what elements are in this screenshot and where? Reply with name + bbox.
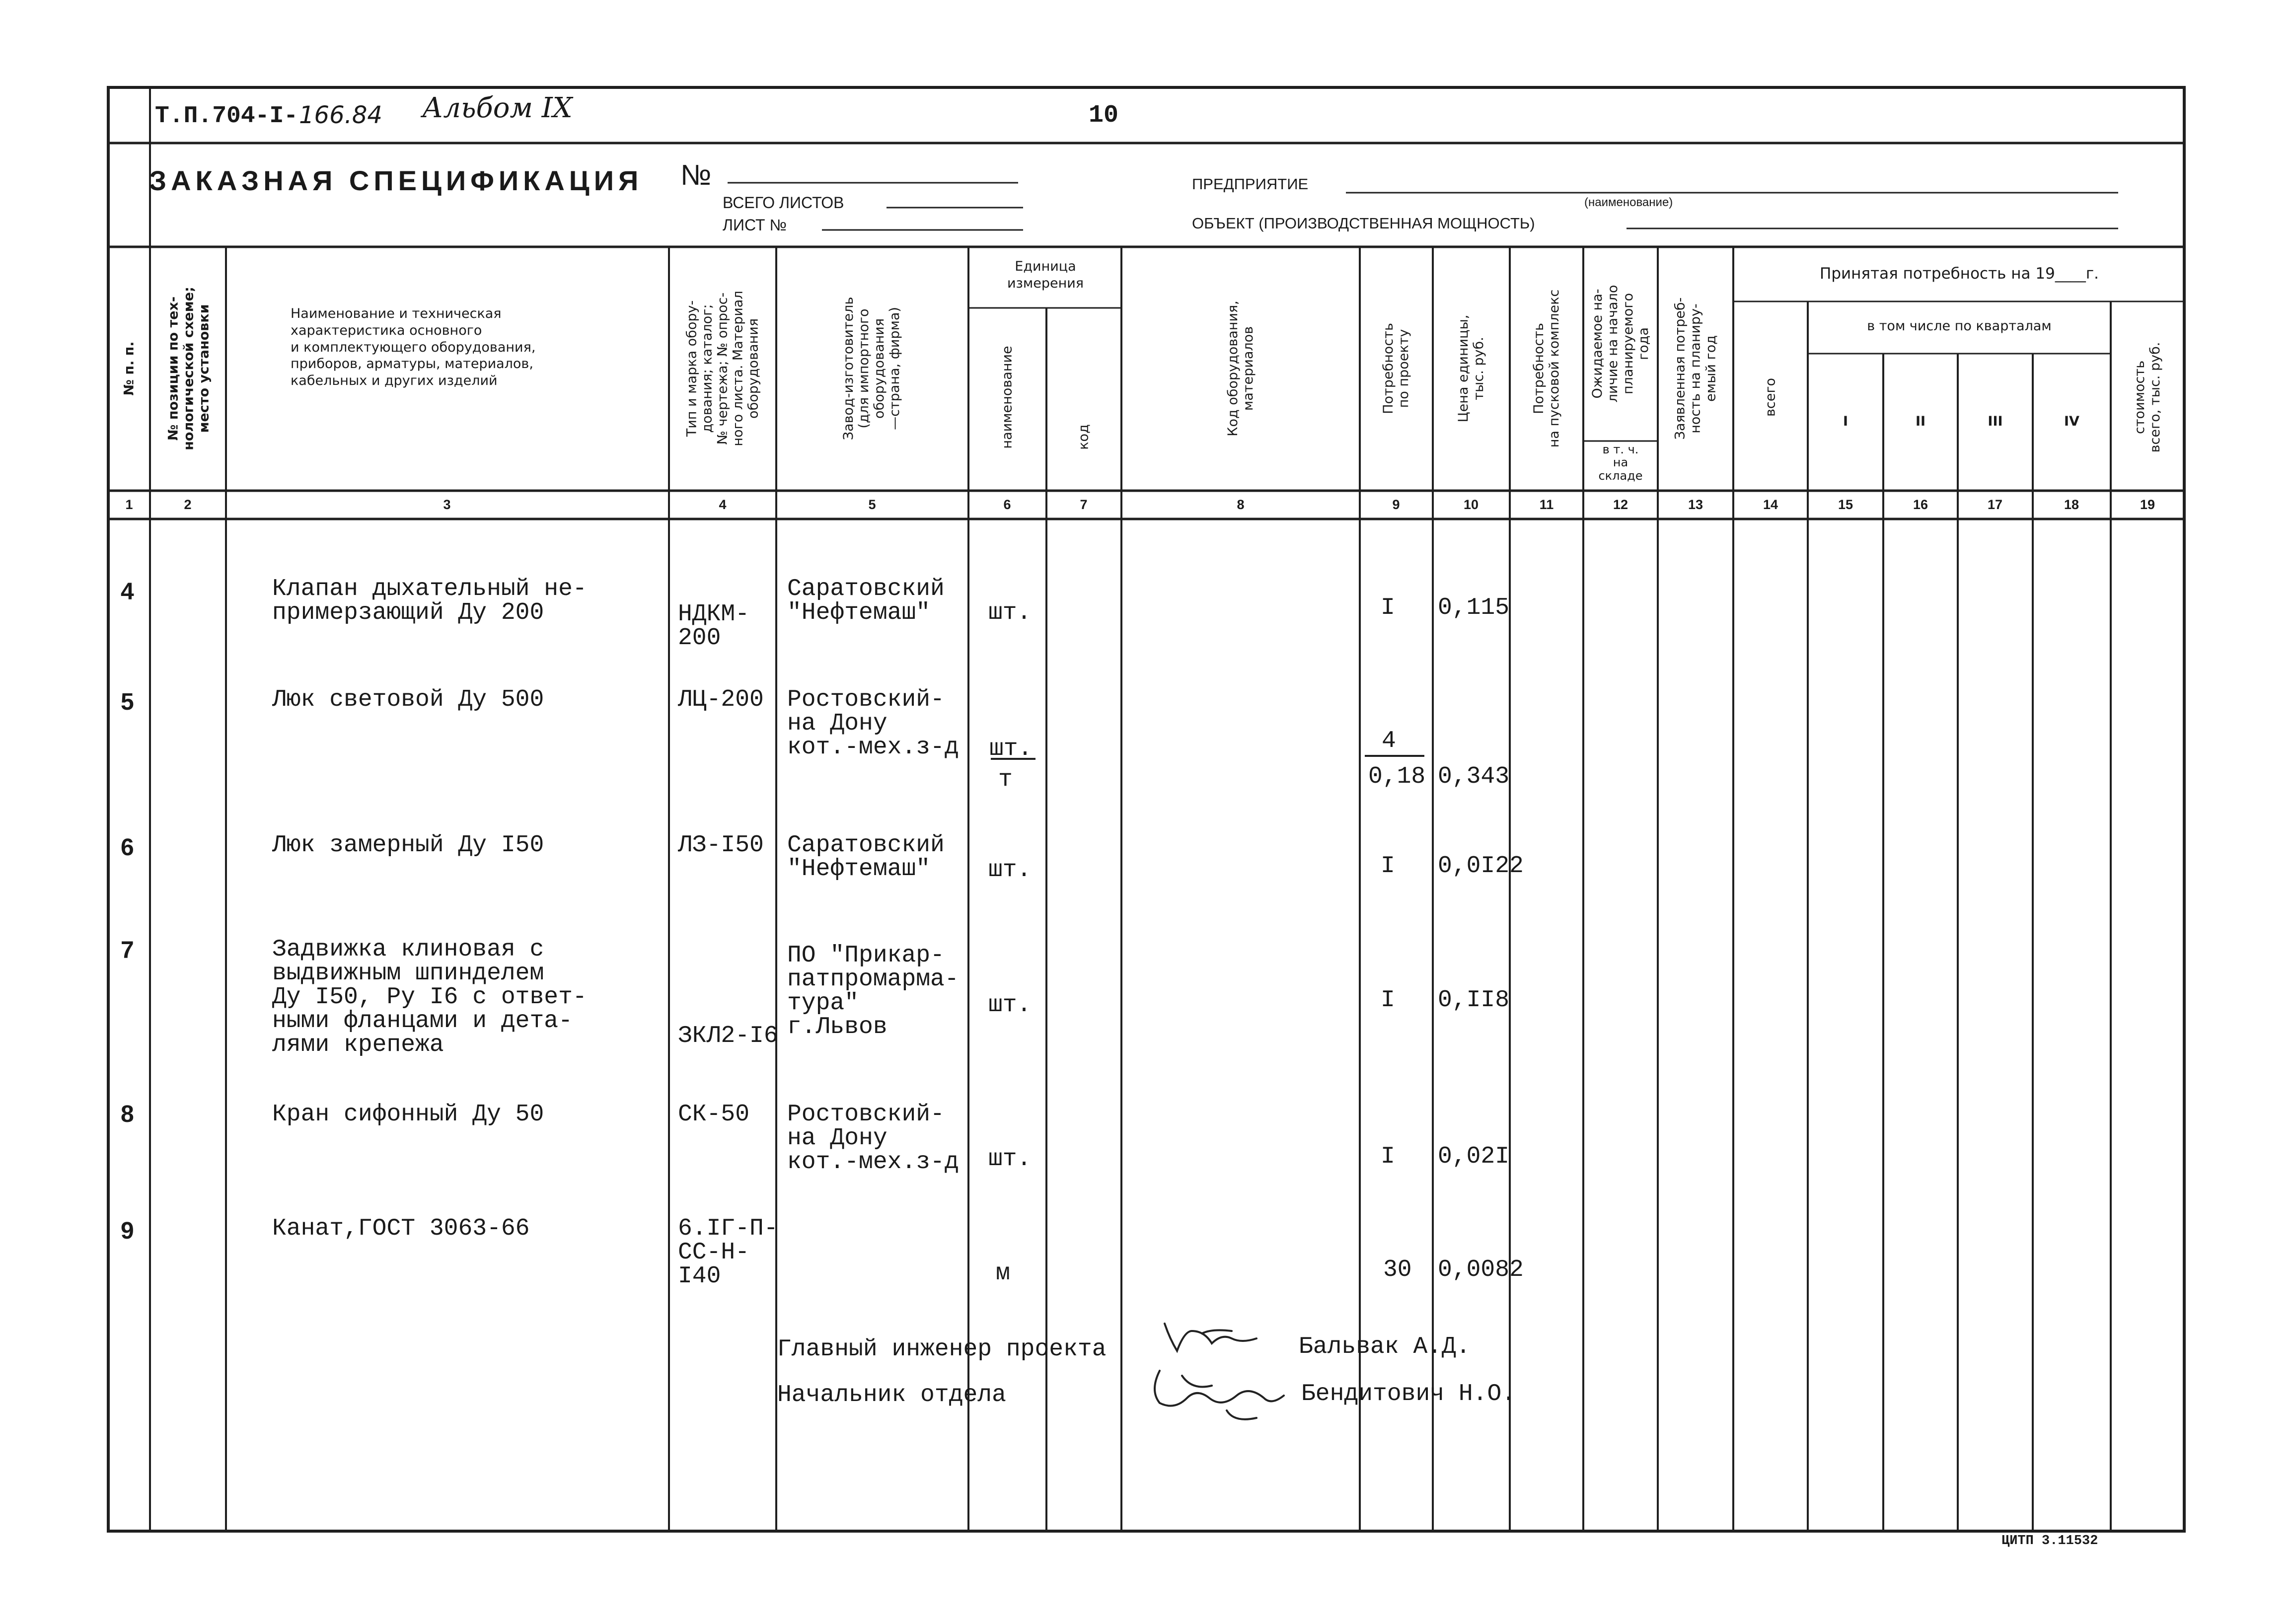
col-number: 1 [125, 497, 133, 512]
col-header-5: Завод-изготовитель (для импортного оборудования —страна, фирма) [840, 296, 903, 441]
col-header-9: Потребность по проекту [1380, 323, 1411, 414]
col-number: 7 [1080, 497, 1088, 512]
page-number: 10 [1089, 101, 1119, 130]
item-type: СК-50 [678, 1101, 750, 1128]
item-maker: Саратовский "Нефтемаш" [787, 832, 945, 883]
item-qty: I [1381, 853, 1395, 880]
sheet-label: ЛИСТ № [723, 216, 787, 234]
item-name: Люк замерный Ду I50 [272, 832, 544, 859]
item-name: Люк световой Ду 500 [272, 686, 544, 713]
col-header-8: Код оборудования, материалов [1225, 300, 1256, 437]
col-header-17: III [1988, 414, 2003, 429]
col-number: 17 [1987, 497, 2003, 512]
col-header-1: № п. п. [121, 341, 137, 396]
col-header-12-sub: в т. ч. на складе [1598, 443, 1643, 483]
doc-title: ЗАКАЗНАЯ СПЕЦИФИКАЦИЯ [149, 165, 643, 196]
item-type: 6.IГ-П- СС-Н- I40 [678, 1215, 778, 1290]
project-code-hand: 166.84 [299, 101, 382, 129]
item-unit: шт. [988, 1146, 1032, 1173]
item-unit: шт. [989, 736, 1033, 762]
item-maker: Саратовский "Нефтемаш" [787, 576, 945, 626]
item-price: 0,02I [1438, 1143, 1510, 1170]
col-header-2: № позиции по тех- нологической схеме; место установки [165, 287, 212, 450]
col-number: 5 [868, 497, 876, 512]
signature-dept-head [1155, 1371, 1284, 1419]
row-number: 5 [121, 689, 134, 715]
number-label: № [680, 159, 712, 191]
item-type: ЗКЛ2-I6 [678, 1023, 778, 1049]
col-header-12: Ожидаемое на- личие на начало планируемого года [1589, 285, 1652, 403]
item-type: ЛЗ-I50 [678, 832, 764, 859]
item-qty: 30 [1383, 1256, 1412, 1283]
item-maker: ПО "Прикар- патпромарма- тура" г.Львов [787, 942, 959, 1040]
col-header-10: Цена единицы, тыс. руб. [1455, 314, 1486, 423]
col-header-3: Наименование и техническая характеристика основного и комплектующего оборудования, приборов, арматуры, материалов, кабельных и других изделий [291, 306, 536, 388]
outer-frame [108, 87, 2184, 1531]
item-qty: I [1381, 594, 1395, 621]
col-number: 8 [1237, 497, 1245, 512]
accepted-header: Принятая потребность на 19____г. [1820, 265, 2099, 283]
item-price: 0,II8 [1438, 987, 1510, 1014]
item-name: Задвижка клиновая с выдвижным шпинделем Ду I50, Ру I6 с ответ- ными фланцами и дета- лями крепежа [272, 936, 587, 1058]
col-number: 11 [1539, 497, 1554, 512]
col-number: 13 [1688, 497, 1703, 512]
item-price: 0,0082 [1438, 1256, 1524, 1283]
col-header-4: Тип и марка обору- дования; каталог; № чертежа; № опрос- ного листа. Материал оборудования [684, 291, 761, 446]
item-unit: шт. [988, 857, 1032, 884]
col-number: 3 [443, 497, 451, 512]
col-number: 2 [184, 497, 192, 512]
item-name: Клапан дыхательный не- примерзающий Ду 200 [272, 576, 587, 626]
item-maker: Ростовский- на Дону кот.-мех.з-д [787, 1101, 959, 1176]
object-label: ОБЪЕКТ (ПРОИЗВОДСТВЕННАЯ МОЩНОСТЬ) [1192, 215, 1535, 232]
col-number: 4 [719, 497, 727, 512]
col-number: 15 [1838, 497, 1853, 512]
col-header-14: всего [1763, 377, 1778, 417]
row-number: 4 [121, 579, 134, 605]
col-number: 10 [1463, 497, 1479, 512]
item-unit-2: т [998, 766, 1013, 793]
item-type: НДКМ- 200 [678, 601, 750, 652]
item-maker: Ростовский- на Дону кот.-мех.з-д [787, 686, 959, 761]
item-unit: м [996, 1260, 1010, 1287]
item-price: 0,0I22 [1438, 853, 1524, 880]
naming-hint: (наименование) [1584, 196, 1673, 209]
row-number: 8 [121, 1101, 134, 1127]
item-qty: 4 [1382, 728, 1396, 754]
col-header-13: Заявленная потреб- ность на планиру- емый год [1672, 297, 1719, 440]
col-header-19: стоимость всего, тыс. руб. [2132, 342, 2163, 453]
item-type: ЛЦ-200 [678, 686, 764, 713]
inner-frame [150, 87, 2184, 1531]
col-header-15: I [1843, 414, 1848, 429]
item-unit: шт. [988, 992, 1032, 1019]
enterprise-label: ПРЕДПРИЯТИЕ [1192, 175, 1309, 193]
project-code: Т.П.704-I- [155, 103, 298, 130]
album-label: Альбом IX [422, 92, 573, 124]
quarters-header: в том числе по кварталам [1867, 318, 2052, 334]
item-qty: I [1381, 987, 1395, 1014]
item-qty: I [1381, 1143, 1395, 1170]
col-header-6: наименование [999, 346, 1015, 449]
item-price: 0,115 [1438, 594, 1510, 621]
dept-head-title: Начальник отдела [777, 1382, 1006, 1408]
col-number: 6 [1003, 497, 1011, 512]
dept-head-name: Бендитович Н.О. [1301, 1381, 1516, 1407]
chief-engineer-name: Бальвак А.Д. [1299, 1333, 1471, 1360]
col-header-7: код [1076, 424, 1092, 450]
col-number: 18 [2064, 497, 2079, 512]
col-number: 19 [2140, 497, 2155, 512]
item-name: Канат,ГОСТ 3063-66 [272, 1215, 530, 1242]
chief-engineer-title: Главный инженер проекта [777, 1336, 1107, 1363]
row-number: 9 [121, 1218, 134, 1244]
row-number: 6 [121, 834, 134, 861]
col-number: 9 [1392, 497, 1400, 512]
col-number: 14 [1763, 497, 1778, 512]
item-name: Кран сифонный Ду 50 [272, 1101, 544, 1128]
total-sheets-label: ВСЕГО ЛИСТОВ [723, 194, 844, 212]
col-number: 16 [1913, 497, 1928, 512]
col-header-16: II [1915, 414, 1926, 429]
col-header-11: Потребность на пусковой комплекс [1531, 289, 1562, 448]
footer-stamp: ЦИТП 3.11532 [2001, 1534, 2098, 1549]
col-number: 12 [1613, 497, 1628, 512]
signature-chief-engineer [1165, 1324, 1257, 1351]
item-qty-2: 0,18 [1368, 763, 1426, 790]
col-header-18: IV [2064, 414, 2079, 429]
row-number: 7 [121, 937, 134, 963]
unit-group-header: Единица измерения [1007, 259, 1084, 291]
item-price: 0,343 [1438, 763, 1510, 790]
item-unit: шт. [988, 599, 1032, 626]
